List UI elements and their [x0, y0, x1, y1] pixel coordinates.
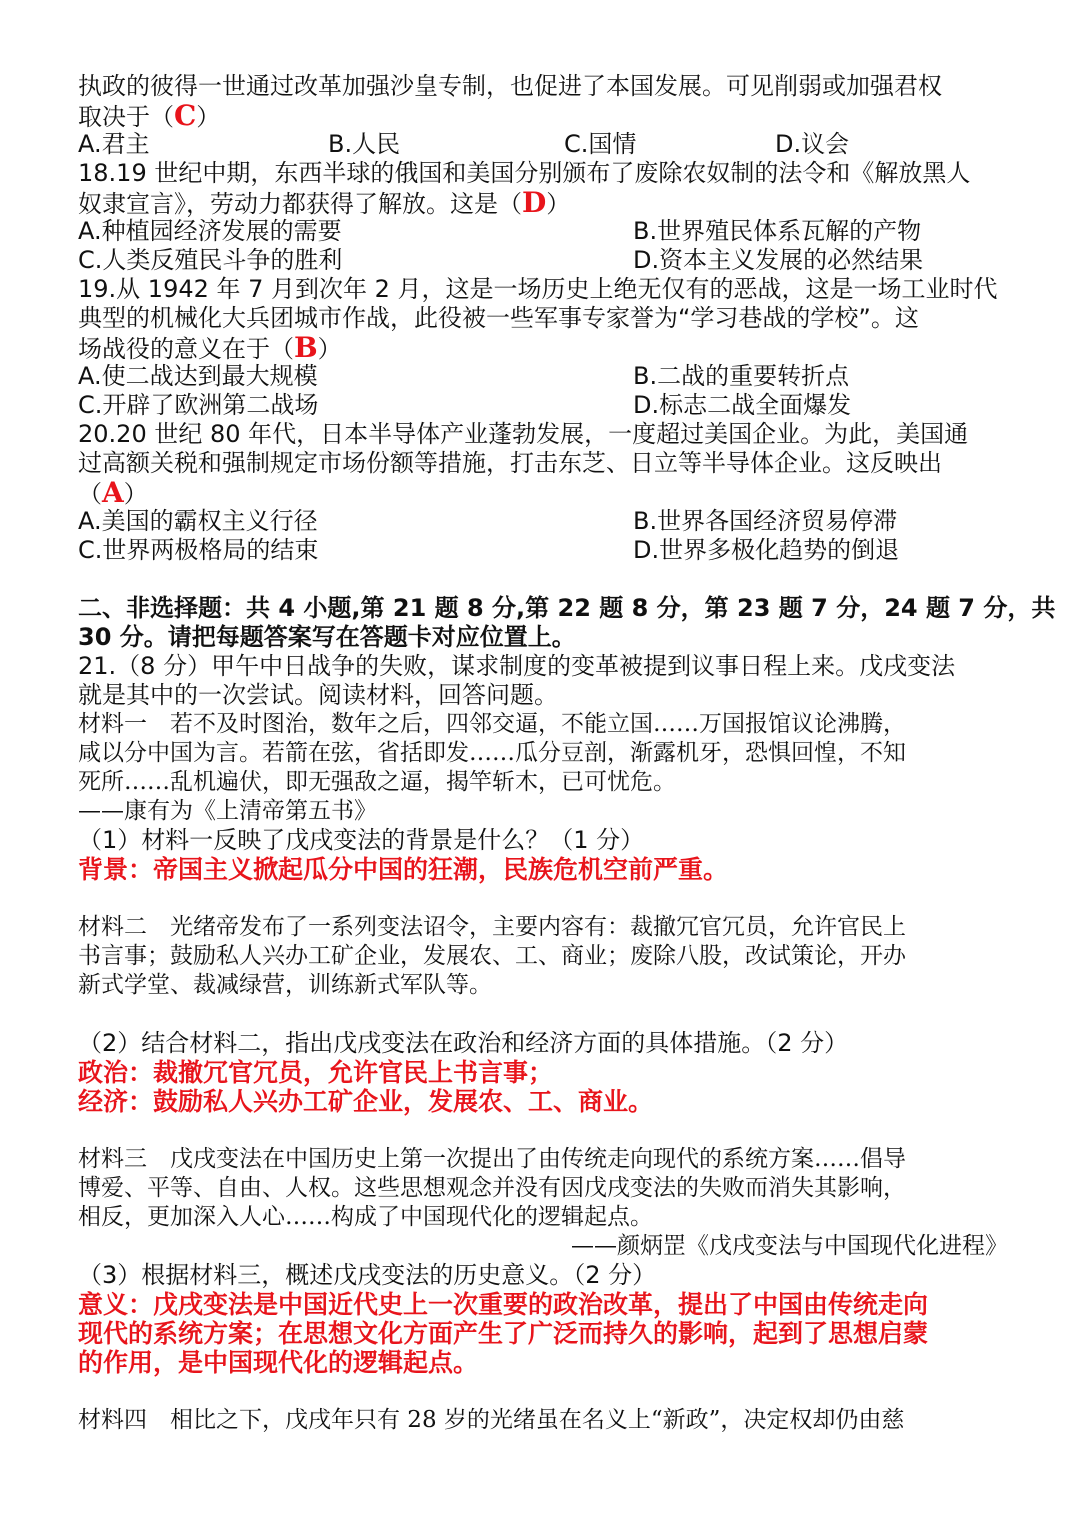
answer-3-line2: 现代的系统方案；在思想文化方面产生了广泛而持久的影响，起到了思想启蒙 [78, 1319, 929, 1348]
q17-options [78, 130, 1008, 159]
q17-option-d: D.议会 [775, 130, 850, 158]
q20-option-a: A.美国的霸权主义行径 [78, 507, 318, 535]
q18-option-d: D.资本主义发展的必然结果 [633, 246, 924, 274]
q18-line1: 18.19 世纪中期，东西半球的俄国和美国分别颁布了废除农奴制的法令和《解放黑人 [78, 159, 971, 187]
subquestion-2: （2）结合材料二，指出戊戌变法在政治和经济方面的具体措施。（2 分） [78, 1029, 849, 1057]
material2-line3: 新式学堂、裁减绿营，训练新式军队等。 [78, 972, 492, 998]
q19-answer: B [294, 331, 318, 364]
material3-line3: 相反，更加深入人心……构成了中国现代化的逻辑起点。 [78, 1204, 653, 1230]
material2-line2: 书言事；鼓励私人兴办工矿企业，发展农、工、商业；废除八股，改试策论，开办 [78, 943, 906, 969]
spacer [78, 1116, 1008, 1145]
q18-line2: 奴隶宣言》，劳动力都获得了解放。这是（D） [78, 186, 571, 219]
subquestion-3: （3）根据材料三，概述戊戌变法的历史意义。（2 分） [78, 1261, 657, 1289]
q17-line1: 执政的彼得一世通过改革加强沙皇专制，也促进了本国发展。可见削弱或加强君权 [78, 72, 942, 100]
answer-2-economy: 经济：鼓励私人兴办工矿企业，发展农、工、商业。 [78, 1087, 654, 1116]
answer-1: 背景：帝国主义掀起瓜分中国的狂潮，民族危机空前严重。 [78, 855, 729, 884]
q20-options-row2 [78, 536, 1008, 565]
material1-source: ——康有为《上清帝第五书》 [78, 798, 377, 824]
q19-line2: 典型的机械化大兵团城市作战，此役被一些军事专家誉为“学习巷战的学校”。这 [78, 304, 919, 332]
spacer [78, 884, 1008, 913]
section2-line2: 30 分。请把每题答案写在答题卡对应位置上。 [78, 623, 576, 651]
material3-line1: 材料三 戊戌变法在中国历史上第一次提出了由传统走向现代的系统方案……倡导 [78, 1146, 906, 1172]
answer-3-line1: 意义：戊戌变法是中国近代史上一次重要的政治改革，提出了中国由传统走向 [78, 1290, 929, 1319]
spacer [78, 1000, 1008, 1029]
subquestion-1: （1）材料一反映了戊戌变法的背景是什么？（1 分） [78, 826, 645, 854]
material1-line1: 材料一 若不及时图治，数年之后，四邻交逼，不能立国……万国报馆议论沸腾， [78, 711, 906, 737]
q19-option-c: C.开辟了欧洲第二战场 [78, 391, 319, 419]
material4-line1: 材料四 相比之下，戊戌年只有 28 岁的光绪虽在名义上“新政”，决定权却仍由慈 [78, 1407, 905, 1433]
q21-line1: 21.（8 分）甲午中日战争的失败，谋求制度的变革被提到议事日程上来。戊戌变法 [78, 652, 956, 680]
q21-line2: 就是其中的一次尝试。阅读材料，回答问题。 [78, 681, 558, 709]
q17-option-b: B.人民 [328, 130, 401, 158]
q18-options-row2 [78, 246, 1008, 275]
exam-page [78, 72, 1056, 1435]
q19-option-b: B.二战的重要转折点 [633, 362, 850, 390]
q20-option-b: B.世界各国经济贸易停滞 [633, 507, 898, 535]
q18-answer: D [522, 186, 547, 219]
q19-options-row2 [78, 391, 1008, 420]
q17-answer: C [174, 99, 197, 132]
q20-line3: （A） [78, 476, 148, 509]
q18-option-c: C.人类反殖民斗争的胜利 [78, 246, 343, 274]
q19-options-row1 [78, 362, 1008, 391]
q19-line3: 场战役的意义在于（B） [78, 331, 342, 364]
q18-options-row1 [78, 217, 1008, 246]
material3-line2: 博爱、平等、自由、人权。这些思想观念并没有因戊戌变法的失败而消失其影响， [78, 1175, 906, 1201]
q19-option-a: A.使二战达到最大规模 [78, 362, 318, 390]
q17-option-c: C.国情 [564, 130, 637, 158]
q18-option-a: A.种植园经济发展的需要 [78, 217, 342, 245]
q20-line2: 过高额关税和强制规定市场份额等措施，打击东芝、日立等半导体企业。这反映出 [78, 449, 942, 477]
q20-answer: A [102, 476, 124, 509]
q20-options-row1 [78, 507, 1008, 536]
answer-3-line3: 的作用，是中国现代化的逻辑起点。 [78, 1348, 479, 1377]
material1-line3: 死所……乱机遍伏，即无强敌之逼，揭竿斩木，已可忧危。 [78, 769, 676, 795]
q19-line1: 19.从 1942 年 7 月到次年 2 月，这是一场历史上绝无仅有的恶战，这是一场工业时代 [78, 275, 998, 303]
section2-line1: 二、非选择题：共 4 小题,第 21 题 8 分,第 22 题 8 分，第 23 题 7 分，24 题 7 分，共 [78, 594, 1056, 622]
q17-option-a: A.君主 [78, 130, 150, 158]
q18-option-b: B.世界殖民体系瓦解的产物 [633, 217, 922, 245]
answer-2-politics: 政治：裁撤冗官冗员，允许官民上书言事； [78, 1058, 554, 1087]
q19-option-d: D.标志二战全面爆发 [633, 391, 852, 419]
q20-option-c: C.世界两极格局的结束 [78, 536, 319, 564]
material3-source: ——颜炳罡《戊戌变法与中国现代化进程》 [571, 1233, 1008, 1259]
q17-line2: 取决于（C） [78, 99, 221, 132]
material1-line2: 咸以分中国为言。若箭在弦，省括即发……瓜分豆剖，渐露机牙，恐惧回惶，不知 [78, 740, 906, 766]
material2-line1: 材料二 光绪帝发布了一系列变法诏令，主要内容有：裁撤冗官冗员，允许官民上 [78, 914, 906, 940]
q20-option-d: D.世界多极化趋势的倒退 [633, 536, 900, 564]
q20-line1: 20.20 世纪 80 年代，日本半导体产业蓬勃发展，一度超过美国企业。为此，美国通 [78, 420, 969, 448]
spacer [78, 1377, 1008, 1406]
spacer [78, 565, 1008, 594]
